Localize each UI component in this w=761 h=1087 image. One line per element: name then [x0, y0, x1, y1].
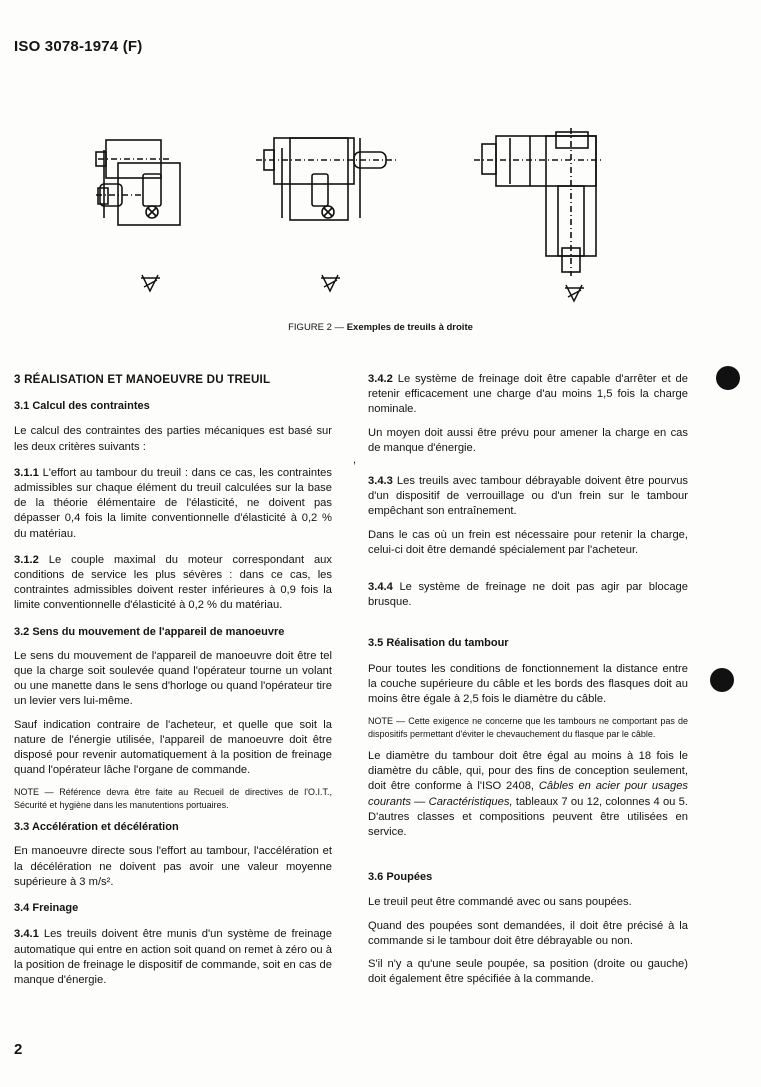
figure-caption: FIGURE 2 — Exemples de treuils à droite	[288, 322, 473, 333]
winch-example-1-icon	[88, 128, 188, 298]
clause-3-4-4: 3.4.4 Le système de freinage ne doit pas agir par blocage brusque.	[368, 581, 688, 609]
clause-3-4-2-extra: Un moyen doit aussi être prévu pour amener la charge en cas de manque d'énergie.	[368, 426, 688, 454]
section-3-5-note: NOTE — Cette exigence ne concerne que les tambours ne comportant pas de dispositifs permettant d'éviter le chevauchement du flasque par le câble.	[368, 716, 688, 739]
section-3-6-para-2: Quand des poupées sont demandées, il doit être précisé à la commande si le tambour doit être débrayable ou non.	[368, 919, 688, 947]
winch-example-2-icon	[252, 128, 402, 298]
clause-3-1-1: 3.1.1 L'effort au tambour du treuil : dans ce cas, les contraintes admissibles sur chaque élément du treuil calculées sur la base de la théorie élémentaire de l'élasticité, ne doivent pas dépasser 0,4 fois la limite conventionnelle d'élasticité à 0,2 % du matériau.	[14, 466, 332, 540]
clause-3-4-3: 3.4.3 Les treuils avec tambour débrayable doivent être pourvus d'un dispositif de verrouillage ou d'un frein sur le tambour empêchant son entraînement.	[368, 475, 689, 518]
margin-mark: ,	[353, 454, 357, 466]
punch-hole-bottom	[710, 668, 734, 692]
clause-3-4-1: 3.4.1 Les treuils doivent être munis d'un système de freinage automatique qui entre en action soit quand on remet à zéro ou à la position de freinage le dispositif de commande, soit en cas de manque d'énergie.	[14, 928, 332, 986]
figure-2	[0, 120, 761, 310]
section-3-3-para: En manoeuvre directe sous l'effort au tambour, l'accélération et la décélération ne doivent pas avoir une valeur moyenne supérieure à 3 m/s².	[14, 845, 332, 888]
clause-3-4-3-extra: Dans le cas où un frein est nécessaire pour retenir la charge, celui-ci doit être demandé spécialement par l'acheteur.	[368, 528, 688, 556]
section-3-3-title: 3.3 Accélération et décélération	[14, 821, 179, 834]
clause-3-1-2: 3.1.2 Le couple maximal du moteur correspondant aux conditions de service les plus sévères : dans ce cas, les contraintes admissibles doivent rester inférieures à 0,9 fois la limite conventionnelle d'élasticité à 0,2 % du matériau.	[14, 553, 332, 612]
section-3-1-title: 3.1 Calcul des contraintes	[14, 400, 150, 413]
page-number: 2	[14, 1041, 23, 1058]
section-3-6-para-1: Le treuil peut être commandé avec ou sans poupées.	[368, 896, 632, 909]
punch-hole-top	[716, 366, 740, 390]
section-3-2-note: NOTE — Référence devra être faite au Recueil de directives de l'O.I.T., Sécurité et hygiène dans les manutentions portuaires.	[14, 787, 332, 810]
standard-header: ISO 3078-1974 (F)	[14, 38, 143, 55]
section-3-2-para-1: Le sens du mouvement de l'appareil de manoeuvre doit être tel que la charge soit soulevée quand l'opérateur tourne un volant ou une manette dans le sens d'horloge ou quand l'opérateur tire un levier vers lui-même.	[14, 649, 332, 708]
clause-3-4-2: 3.4.2 Le système de freinage doit être capable d'arrêter et de retenir efficacement une charge d'au moins 1,5 fois la charge nominale.	[368, 373, 689, 416]
section-3-5-para-2: Le diamètre du tambour doit être égal au moins à 18 fois le diamètre du câble, qui, pour des fins de conception seulement, doit être conforme à l'ISO 2408, Câbles en acier pour usages courants — Caractéristiques, tableaux 7 ou 12, colonnes 4 ou 5. D'autres classes et compositions peuvent être utilisées en service.	[368, 750, 689, 839]
left-column	[14, 372, 332, 988]
winch-example-3-icon	[470, 126, 610, 306]
section-3-5-para-1: Pour toutes les conditions de fonctionnement la distance entre la couche supérieure du câble et les bords des flasques doit au moins être égale à 2,5 fois le diamètre du câble.	[368, 662, 688, 706]
right-column	[368, 372, 688, 988]
section-3-6-title: 3.6 Poupées	[368, 871, 433, 884]
section-3-6-para-3: S'il n'y a qu'une seule poupée, sa position (droite ou gauche) doit également être spécifiée à la commande.	[368, 958, 688, 986]
section-3-4-title: 3.4 Freinage	[14, 902, 79, 915]
section-3-title: 3 RÉALISATION ET MANOEUVRE DU TREUIL	[14, 373, 271, 386]
section-3-5-title: 3.5 Réalisation du tambour	[368, 637, 509, 650]
section-3-2-title: 3.2 Sens du mouvement de l'appareil de manoeuvre	[14, 625, 285, 638]
section-3-2-para-2: Sauf indication contraire de l'acheteur, et quelle que soit la nature de l'énergie utilisée, l'appareil de manoeuvre doit être disposé pour revenir automatiquement à la position de freinage quand l'opérateur lâche l'organe de commande.	[14, 718, 332, 777]
section-3-1-intro: Le calcul des contraintes des parties mécaniques est basé sur les deux critères suivants :	[14, 425, 332, 453]
